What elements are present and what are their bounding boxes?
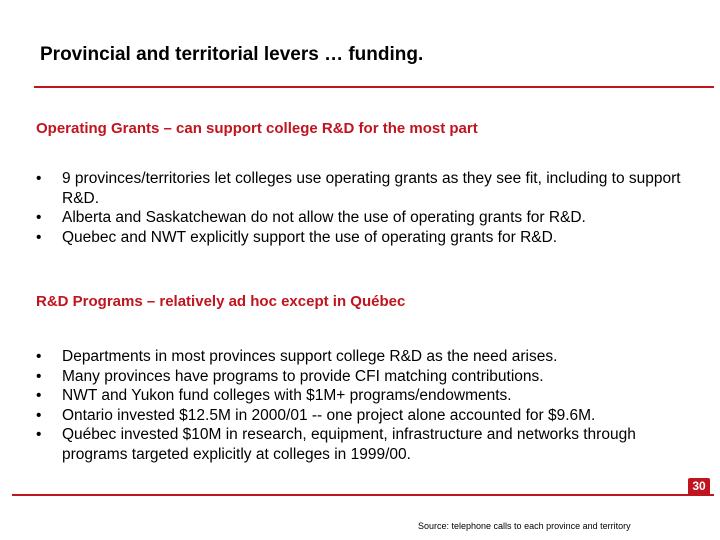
list-item <box>36 386 696 406</box>
bullet-icon: • <box>36 348 42 365</box>
title-divider <box>34 86 714 88</box>
bullet-icon: • <box>36 367 42 385</box>
list-item-text: Many provinces have programs to provide CFI matching contributions. <box>62 367 544 385</box>
section-heading-rd-programs: R&D Programs – relatively ad hoc except in Québec <box>36 293 406 310</box>
list-item <box>36 208 696 228</box>
footer-divider <box>12 494 714 496</box>
bullet-icon: • <box>36 209 42 226</box>
rd-programs-list <box>36 347 696 464</box>
list-item <box>36 228 696 248</box>
list-item <box>36 169 696 208</box>
list-item-text: Ontario invested $12.5M in 2000/01 -- one project alone accounted for $9.6M. <box>62 406 596 424</box>
section-heading-operating-grants: Operating Grants – can support college R&D for the most part <box>36 120 478 137</box>
list-item-text: Alberta and Saskatchewan do not allow the use of operating grants for R&D. <box>62 209 586 226</box>
list-item <box>36 367 696 387</box>
bullet-icon: • <box>36 406 42 424</box>
slide-title: Provincial and territorial levers … funding. <box>40 44 424 65</box>
operating-grants-list <box>36 169 696 247</box>
list-item <box>36 347 696 367</box>
list-item <box>36 425 696 464</box>
list-item-text: Québec invested $10M in research, equipment, infrastructure and networks through programs targeted explicitly at colleges in 1999/00. <box>62 426 636 463</box>
bullet-icon: • <box>36 426 42 443</box>
list-item-text: Departments in most provinces support college R&D as the need arises. <box>62 348 558 365</box>
list-item-text: 9 provinces/territories let colleges use operating grants as they see fit, including to support R&D. <box>62 170 681 207</box>
source-note: Source: telephone calls to each province and territory <box>418 521 631 531</box>
bullet-icon: • <box>36 228 42 246</box>
list-item <box>36 406 696 426</box>
list-item-text: Quebec and NWT explicitly support the use of operating grants for R&D. <box>62 228 558 246</box>
page-number-badge: 30 <box>688 478 710 494</box>
bullet-icon: • <box>36 387 42 404</box>
bullet-icon: • <box>36 170 42 187</box>
list-item-text: NWT and Yukon fund colleges with $1M+ programs/endowments. <box>62 387 512 404</box>
